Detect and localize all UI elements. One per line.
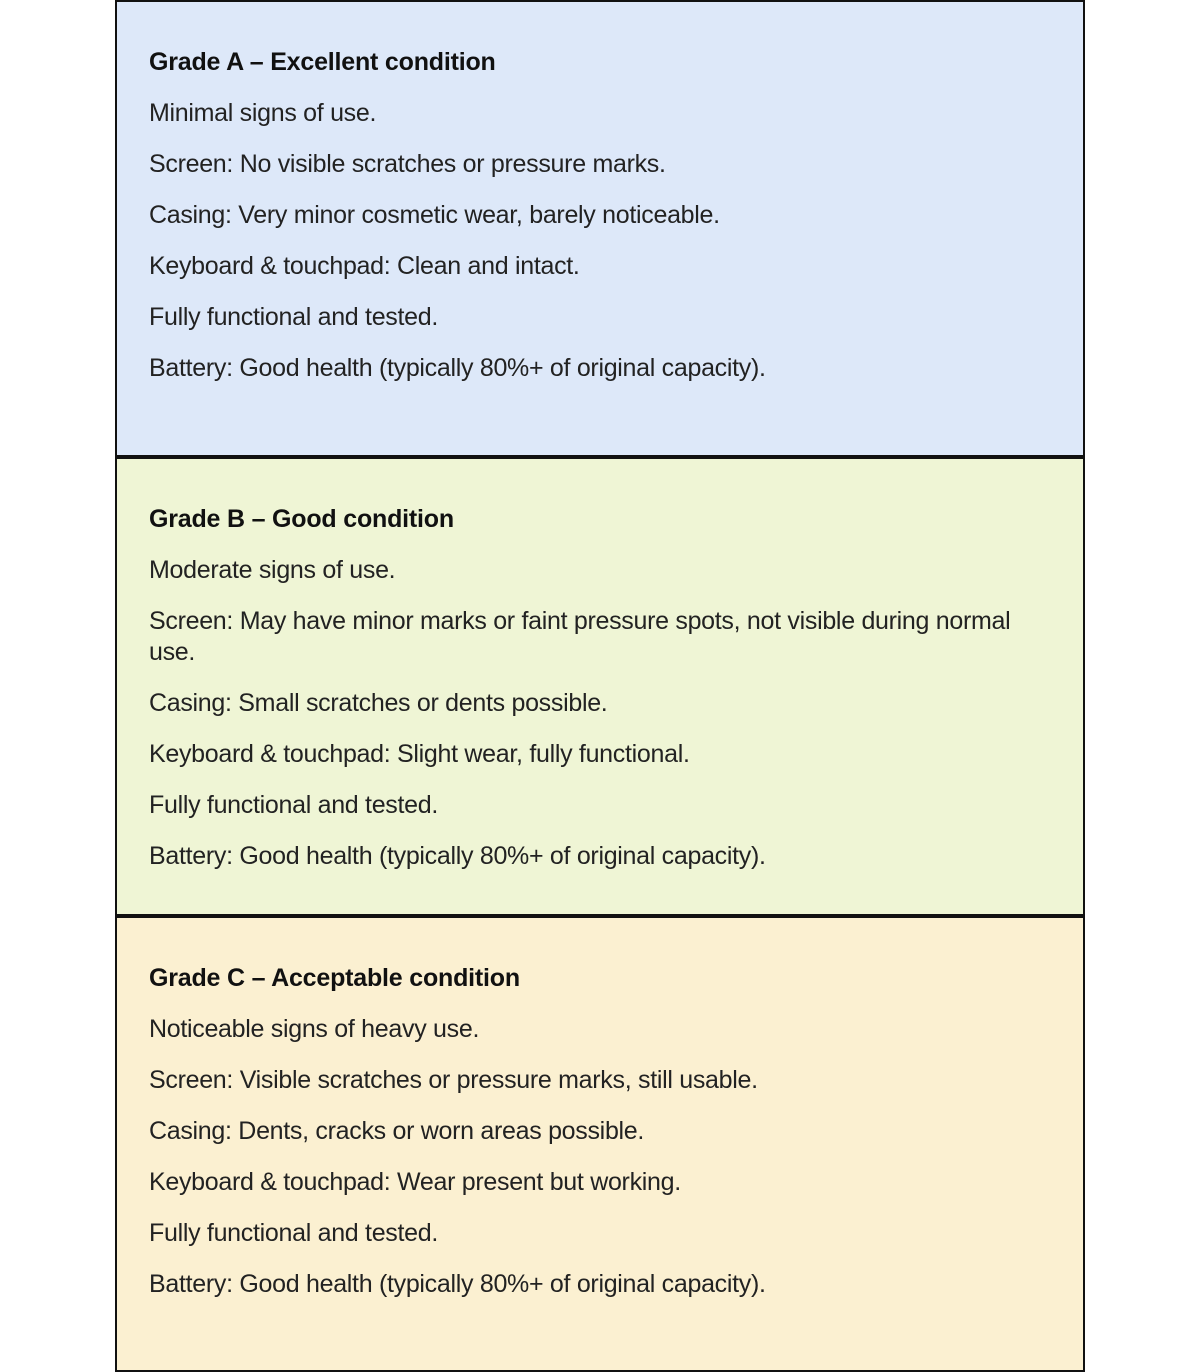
grade-a-card	[115, 0, 1085, 457]
grading-document	[115, 0, 1085, 1372]
grade-a-heading: Grade A – Excellent condition	[149, 48, 496, 76]
grade-c-card	[115, 916, 1085, 1372]
grade-c-keyboard: Keyboard & touchpad: Wear present but working.	[149, 1168, 681, 1196]
grade-b-battery: Battery: Good health (typically 80%+ of original capacity).	[149, 842, 766, 870]
grade-b-summary: Moderate signs of use.	[149, 556, 396, 584]
grade-c-casing: Casing: Dents, cracks or worn areas possible.	[149, 1117, 645, 1145]
grade-a-battery: Battery: Good health (typically 80%+ of original capacity).	[149, 354, 766, 382]
grade-a-keyboard: Keyboard & touchpad: Clean and intact.	[149, 252, 580, 280]
grade-b-heading: Grade B – Good condition	[149, 505, 454, 533]
grade-b-card	[115, 457, 1085, 916]
grade-b-screen: Screen: May have minor marks or faint pressure spots, not visible during normal use.	[149, 607, 1011, 666]
grade-c-heading: Grade C – Acceptable condition	[149, 964, 520, 992]
grade-c-functional: Fully functional and tested.	[149, 1219, 439, 1247]
grade-a-summary: Minimal signs of use.	[149, 99, 377, 127]
grade-a-screen: Screen: No visible scratches or pressure marks.	[149, 150, 666, 178]
grade-c-screen: Screen: Visible scratches or pressure marks, still usable.	[149, 1066, 758, 1094]
grade-a-functional: Fully functional and tested.	[149, 303, 439, 331]
grade-b-keyboard: Keyboard & touchpad: Slight wear, fully functional.	[149, 740, 690, 768]
grade-c-battery: Battery: Good health (typically 80%+ of original capacity).	[149, 1270, 766, 1298]
grade-b-functional: Fully functional and tested.	[149, 791, 439, 819]
grade-b-casing: Casing: Small scratches or dents possible.	[149, 689, 608, 717]
grade-c-summary: Noticeable signs of heavy use.	[149, 1015, 480, 1043]
grade-a-casing: Casing: Very minor cosmetic wear, barely noticeable.	[149, 201, 720, 229]
